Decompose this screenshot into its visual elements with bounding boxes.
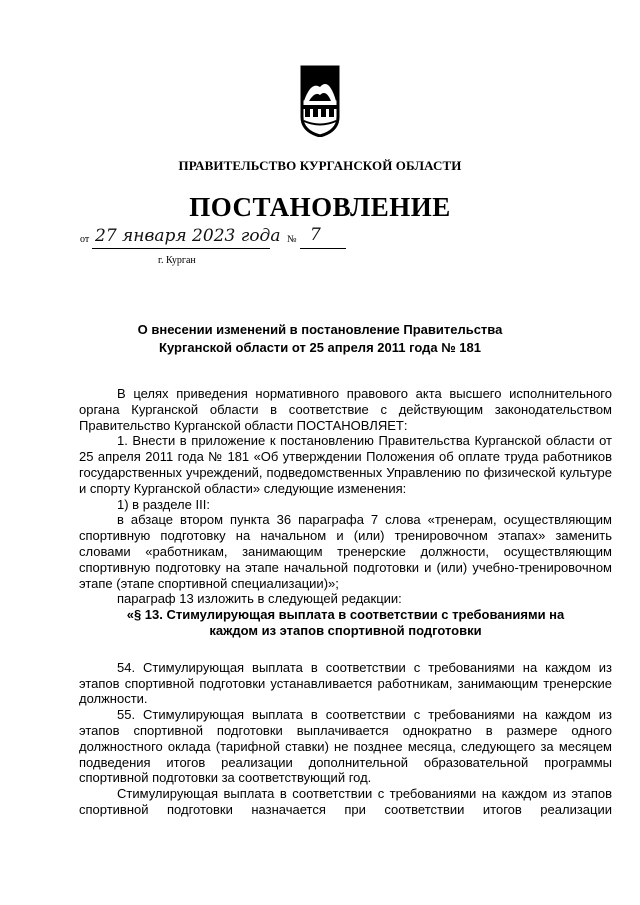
date-underline	[92, 248, 270, 249]
paragraph-54: 54. Стимулирующая выплата в соответствии с требованиями на каждом из этапов спортивной подготовки устанавливается работникам, занимающим тренерские должности.	[79, 659, 612, 707]
number-label: №	[287, 234, 297, 245]
section-title-line-2: каждом из этапов спортивной подготовки	[209, 622, 482, 638]
spacer	[79, 639, 612, 660]
number-underline	[300, 248, 346, 249]
section-title-line-1: «§ 13. Стимулирующая выплата в соответствии с требованиями на	[126, 607, 565, 623]
paragraph-subitem-1: 1) в разделе III:	[117, 496, 210, 512]
handwritten-date: 27 января 2023 года	[95, 226, 281, 246]
coat-of-arms-icon	[299, 65, 341, 137]
document-type-title: ПОСТАНОВЛЕНИЕ	[189, 192, 451, 222]
document-body	[79, 386, 612, 818]
paragraph-amendment: в абзаце втором пункта 36 параграфа 7 слова «тренерам, осуществляющим спортивную подготовку на начальном и (или) тренировочном этапах» заменить словами «работникам, занимающим тренерские должности, осуществляющим спортивную подготовку на этапе начальной подготовки и (или) учебно-тренировочном этапе (этапе спортивной специализации)»;	[79, 512, 612, 591]
heading-line-1: О внесении изменений в постановление Правительства	[137, 322, 503, 337]
paragraph-preamble: В целях приведения нормативного правового акта высшего исполнительного органа Курганской области в соответствие с действующим законодательством Правительство Курганской области ПОСТАНОВЛЯЕТ:	[79, 386, 612, 433]
paragraph-55: 55. Стимулирующая выплата в соответствии с требованиями на каждом из этапов спортивной подготовки выплачивается однократно в размере одного должностного оклада (тарифной ставки) не позднее месяца, следующего за месяцем подведения итогов реализации дополнительной образовательной программы спортивной подготовки за соответствующий год.	[79, 707, 612, 786]
city-label: г. Курган	[158, 255, 196, 266]
paragraph-section-intro: параграф 13 изложить в следующей редакции:	[117, 591, 402, 607]
paragraph-continuation: Стимулирующая выплата в соответствии с требованиями на каждом из этапов спортивной подготовки назначается при соответствии итогов реализации	[79, 786, 612, 817]
date-label: от	[80, 234, 90, 245]
handwritten-number: 7	[310, 225, 321, 245]
government-name: ПРАВИТЕЛЬСТВО КУРГАНСКОЙ ОБЛАСТИ	[178, 158, 462, 173]
heading-line-2: Курганской области от 25 апреля 2011 года № 181	[159, 340, 481, 355]
document-heading	[0, 321, 640, 357]
paragraph-item-1: 1. Внести в приложение к постановлению Правительства Курганской области от 25 апреля 2011 года № 181 «Об утверждении Положения об оплате труда работников государственных учреждений, подведомственных Управлению по физической культуре и спорту Курганской области» следующие изменения:	[79, 433, 612, 496]
